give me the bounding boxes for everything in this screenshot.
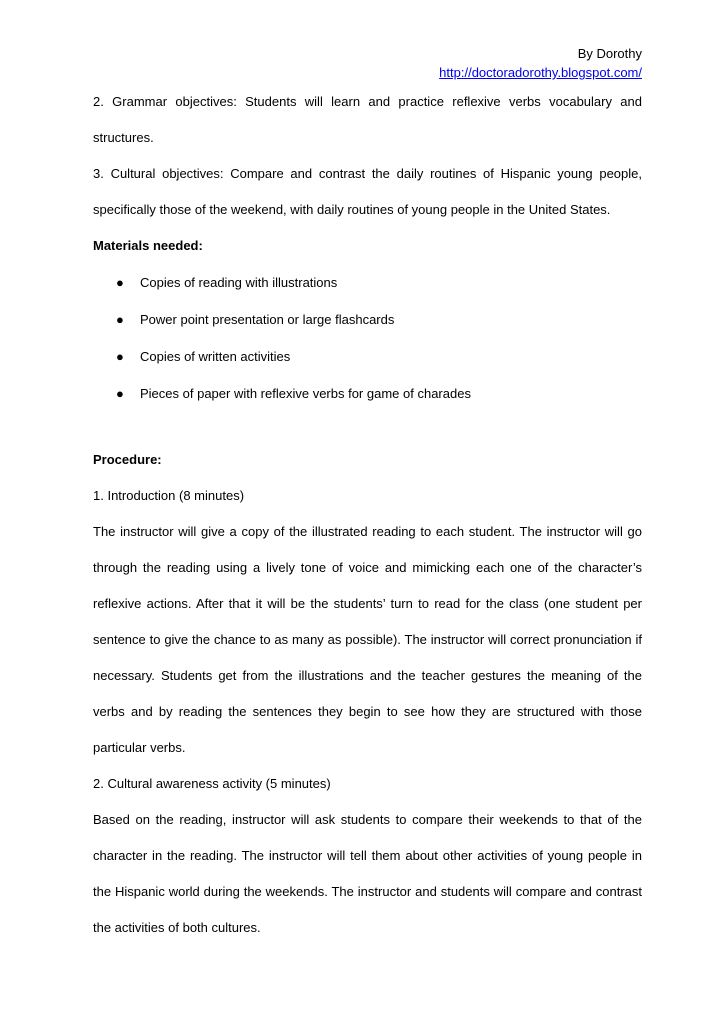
document-body [93, 84, 642, 946]
step2-text: Based on the reading, instructor will ask students to compare their weekends to that of the character in the reading. The instructor will tell them about other activities of young people in the Hispanic world during the weekends. The instructor and students will compare and contrast the activities of both cultures. [93, 812, 642, 935]
bullet-icon: ● [116, 312, 124, 327]
list-item-text: Pieces of paper with reflexive verbs for game of charades [140, 386, 471, 401]
list-item [93, 264, 642, 301]
materials-heading: Materials needed: [93, 238, 203, 253]
step1-text: The instructor will give a copy of the illustrated reading to each student. The instructor will go through the reading using a lively tone of voice and mimicking each one of the character’s reflexive actions. After that it will be the students’ turn to read for the class (one student per sentence to give the chance to as many as possible). The instructor will correct pronunciation if necessary. Students get from the illustrations and the teacher gestures the meaning of the verbs and by reading the sentences they begin to see how they are structured with those particular verbs. [93, 524, 642, 755]
bullet-icon: ● [116, 386, 124, 401]
author-line: By Dorothy [577, 46, 642, 61]
grammar-objectives: 2. Grammar objectives: Students will learn and practice reflexive verbs vocabulary and structures. [93, 94, 642, 145]
step2-title: 2. Cultural awareness activity (5 minutes) [93, 776, 331, 791]
cultural-objectives: 3. Cultural objectives: Compare and contrast the daily routines of Hispanic young people, specifically those of the weekend, with daily routines of young people in the United States. [93, 166, 642, 217]
blog-link[interactable]: http://doctoradorothy.blogspot.com/ [439, 65, 642, 80]
page-header [439, 44, 642, 82]
list-item-text: Copies of reading with illustrations [140, 275, 338, 290]
list-item [93, 375, 642, 412]
bullet-icon: ● [116, 349, 124, 364]
step1-title: 1. Introduction (8 minutes) [93, 488, 245, 503]
list-item [93, 338, 642, 375]
bullet-icon: ● [116, 275, 124, 290]
procedure-heading: Procedure: [93, 452, 162, 467]
list-item-text: Copies of written activities [140, 349, 291, 364]
list-item [93, 301, 642, 338]
list-item-text: Power point presentation or large flashcards [140, 312, 395, 327]
materials-list [93, 264, 642, 412]
